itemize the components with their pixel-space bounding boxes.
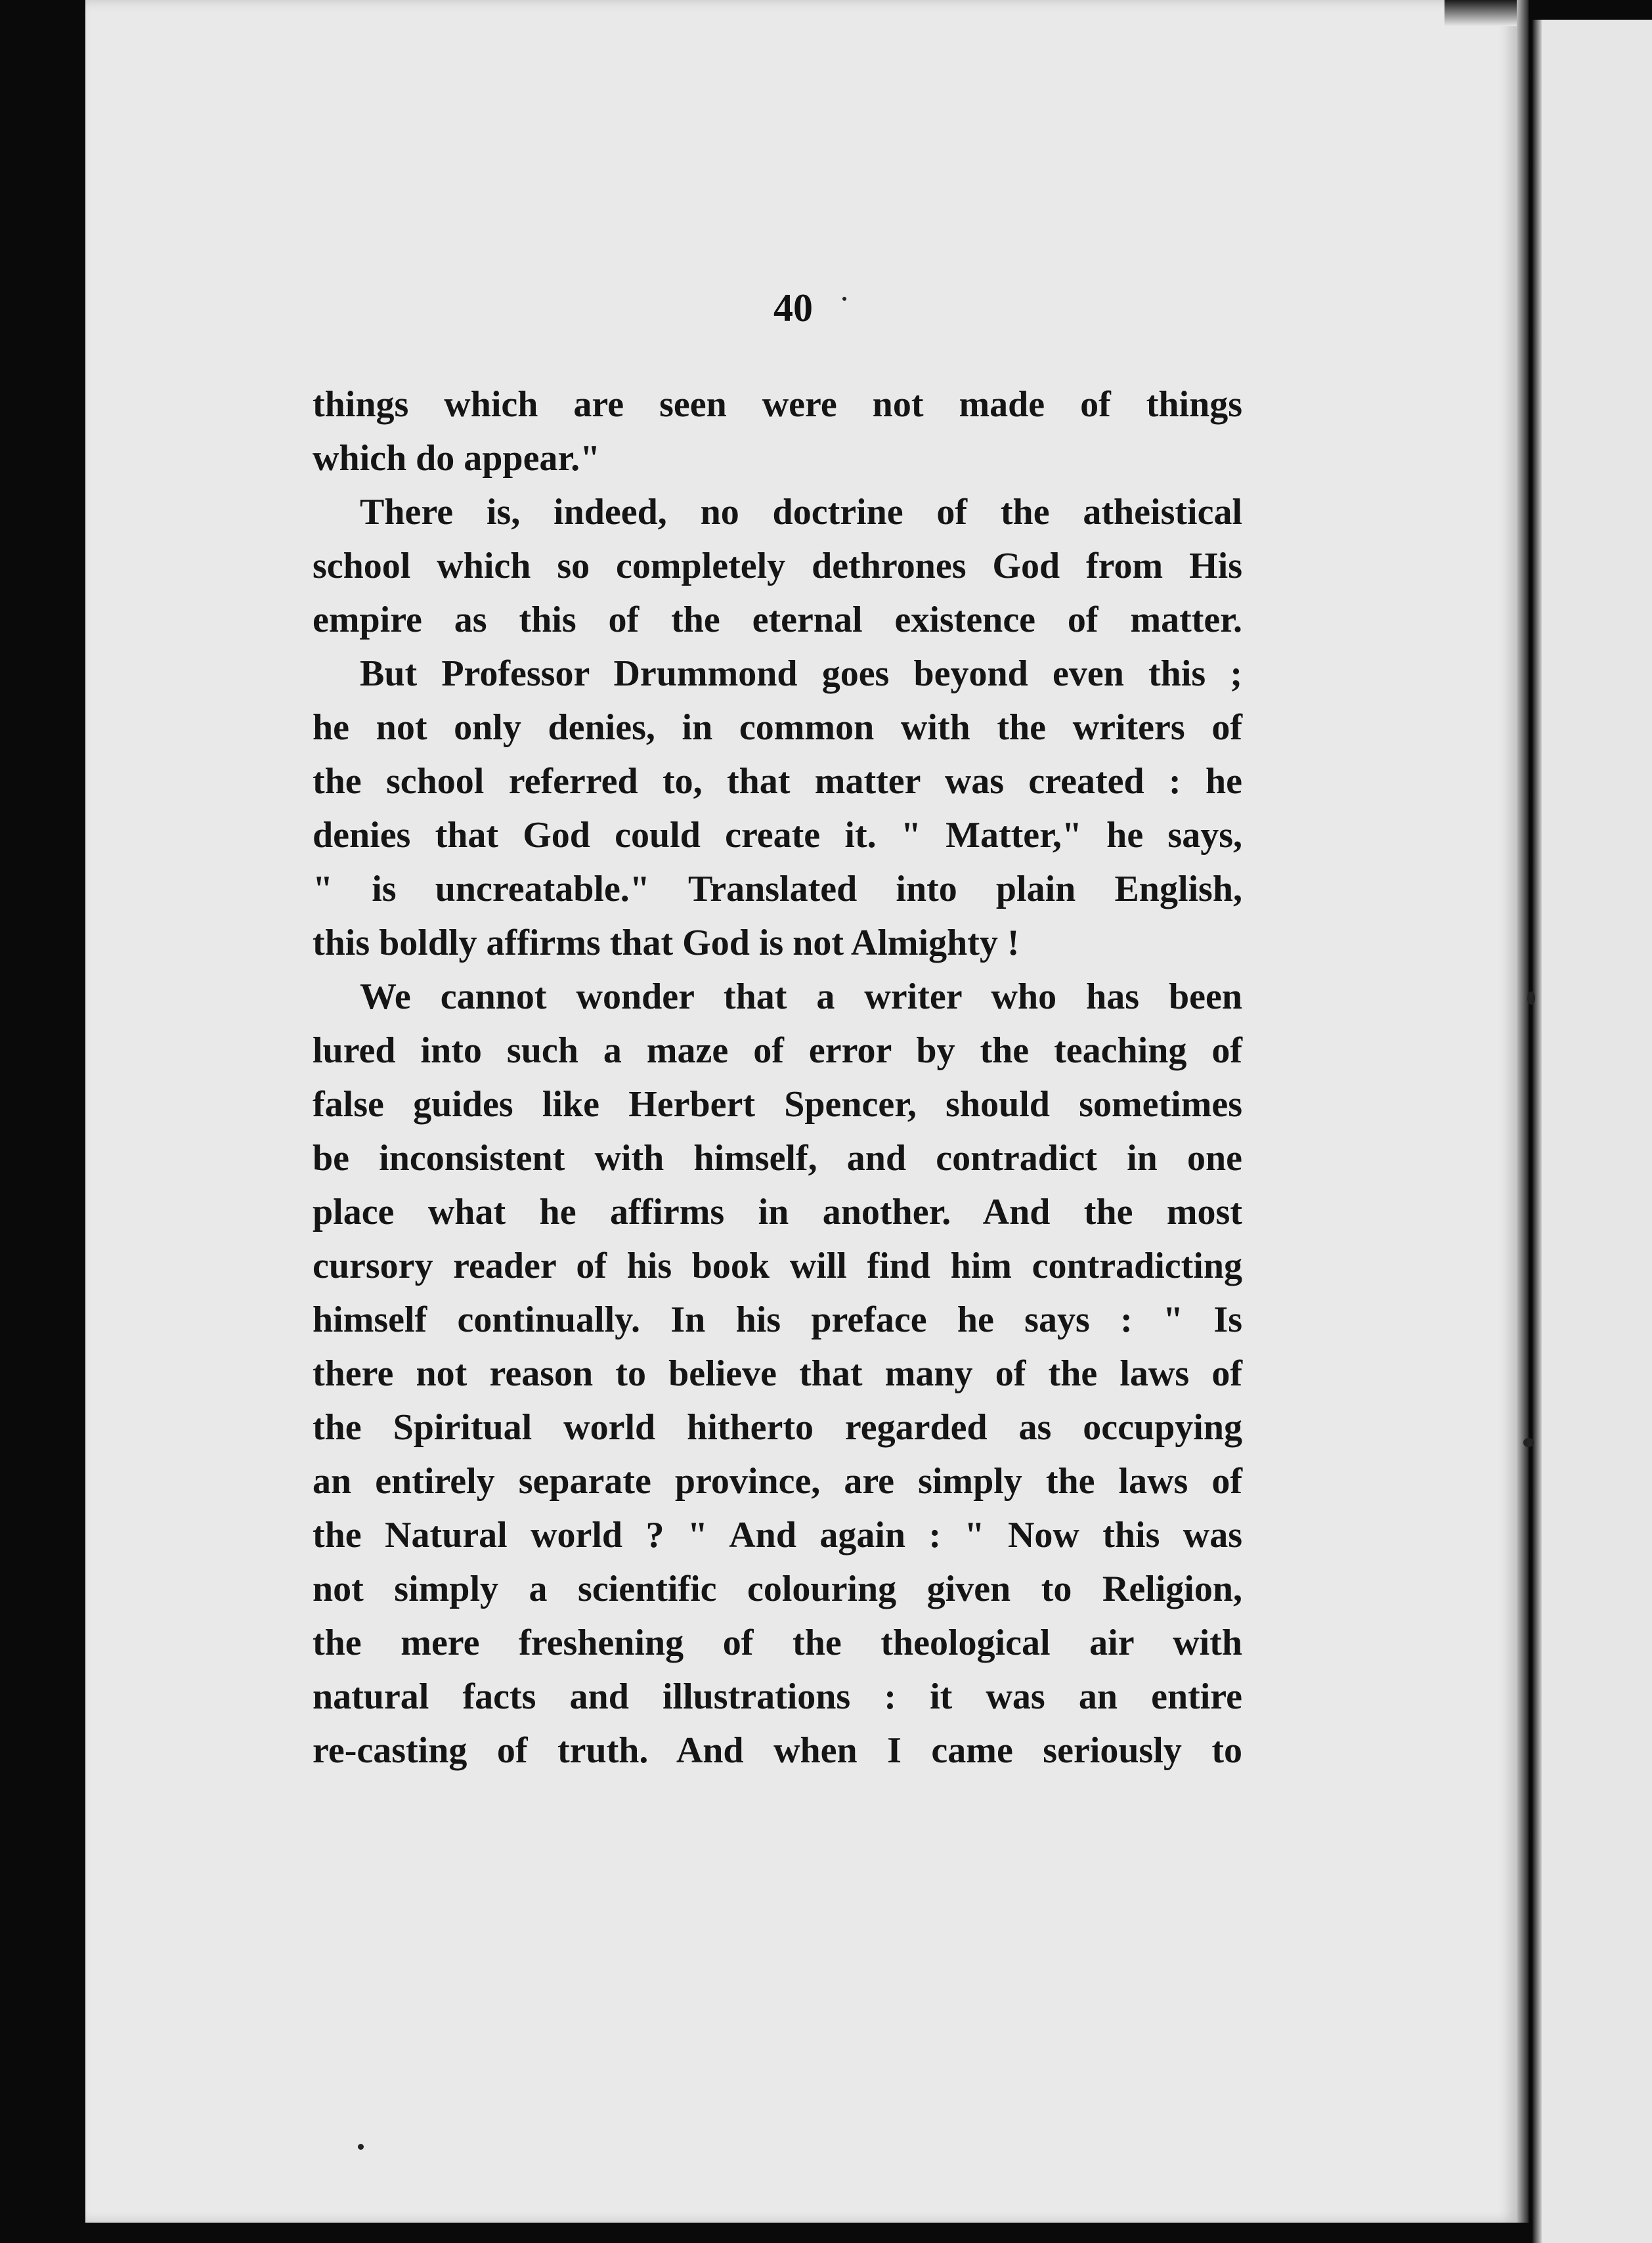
text-line: school which so completely dethrones God from His (313, 546, 1242, 586)
text-line: place what he affirms in another. And the most (313, 1192, 1242, 1232)
text-line: There is, indeed, no doctrine of the atheistical (360, 492, 1242, 533)
text-line: be inconsistent with himself, and contradict in one (313, 1138, 1242, 1179)
page-gutter-shadow (1532, 20, 1542, 2243)
text-line: this boldly affirms that God is not Almighty ! (313, 923, 1020, 963)
text-line: there not reason to believe that many of the laws of (313, 1353, 1242, 1394)
scan-speck (1527, 991, 1535, 1005)
text-line: empire as this of the eternal existence of matter. (313, 599, 1242, 640)
text-line: things which are seen were not made of things (313, 384, 1242, 425)
adjacent-page (1532, 20, 1652, 2243)
text-line: which do appear." (313, 438, 601, 479)
text-line: " is uncreatable." Translated into plain English, (313, 869, 1242, 909)
text-line: the Natural world ? " And again : " Now this was (313, 1515, 1242, 1556)
text-line: cursory reader of his book will find him contradicting (313, 1246, 1242, 1286)
page-number: 40 (773, 286, 813, 330)
text-line: the mere freshening of the theological air with (313, 1622, 1242, 1663)
scan-speck (358, 2144, 364, 2150)
text-line: false guides like Herbert Spencer, should sometimes (313, 1084, 1242, 1125)
text-line: lured into such a maze of error by the teaching of (313, 1030, 1242, 1071)
page-corner-shadow (1445, 0, 1517, 26)
text-line: not simply a scientific colouring given to Religion, (313, 1569, 1242, 1609)
scan-speck (842, 297, 846, 301)
body-text (313, 378, 1242, 1777)
text-line: natural facts and illustrations : it was an entire (313, 1676, 1242, 1717)
text-line: denies that God could create it. " Matter," he says, (313, 815, 1242, 856)
text-line: an entirely separate province, are simply the laws of (313, 1461, 1242, 1502)
text-line: he not only denies, in common with the writers of (313, 707, 1242, 748)
text-line: But Professor Drummond goes beyond even this ; (360, 653, 1242, 694)
text-line: re-casting of truth. And when I came seriously to (313, 1730, 1242, 1771)
page-edge (1517, 0, 1529, 2223)
scan-speck (1523, 1438, 1534, 1447)
text-line: the school referred to, that matter was created : he (313, 761, 1242, 802)
text-line: the Spiritual world hitherto regarded as occupying (313, 1407, 1242, 1448)
text-line: himself continually. In his preface he says : " Is (313, 1299, 1242, 1340)
text-line: We cannot wonder that a writer who has been (360, 976, 1242, 1017)
